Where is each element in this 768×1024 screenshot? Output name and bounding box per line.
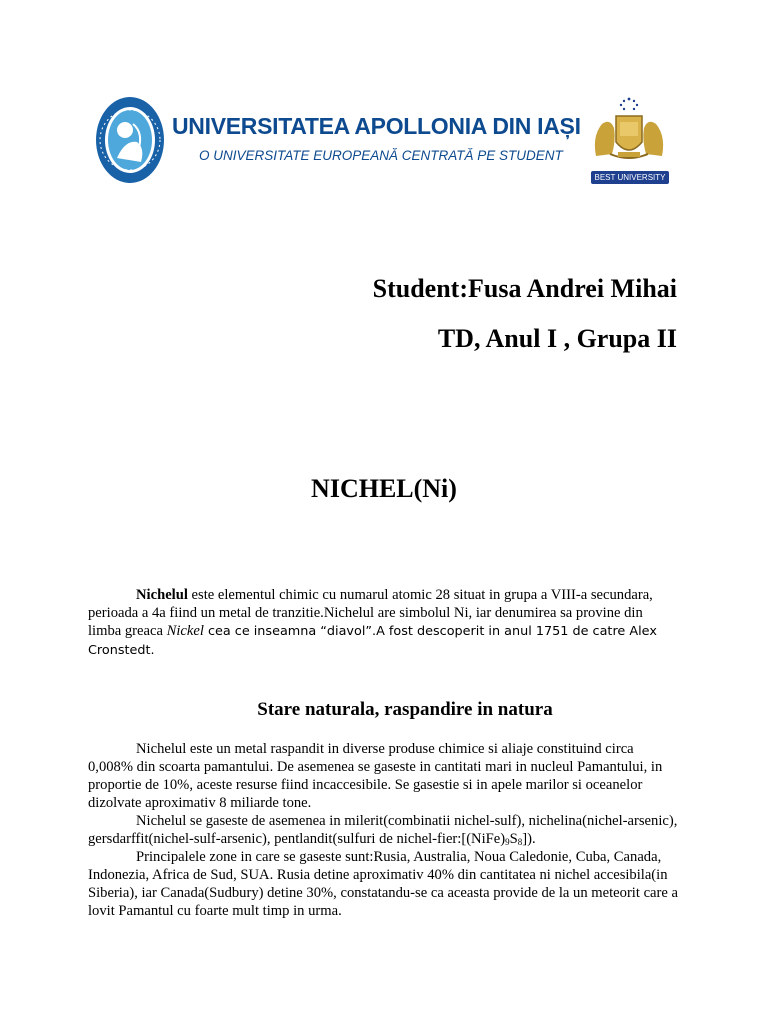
best-university-badge: BEST UNIVERSITY	[591, 171, 669, 184]
subscript-9: 9	[505, 837, 510, 847]
intro-italic-word: Nickel	[166, 623, 204, 639]
paragraph-2-start: Nichelul se gaseste de asemenea in milerit(combinatii nichel-sulf), nichelina(nichel-arsenic), gersdarffit(nichel-sulf-arsenic), pentlandit(sulfuri de nichel-fier:[(NiFe)	[88, 813, 678, 847]
paragraph-1-text: Nichelul este un metal raspandit in diverse produse chimice si aliaje constituind circa 0,008% din scoarta pamantului. De asemenea se gaseste in cantitati mari in nucleul Pamantului, in proportie de 10%, aceste resurse fiind incaccesibile. Se gasestie si in apele marilor si oceanelor dizolvate aproximativ 8 miliarde tone.	[88, 741, 663, 811]
section-body	[88, 740, 678, 920]
section-heading: Stare naturala, raspandire in natura	[257, 699, 553, 720]
intro-text-2: cea ce inseamna “diavol”.A fost descoperit in anul 1751 de catre Alex Cronstedt.	[88, 624, 657, 658]
subscript-8: 8	[517, 837, 523, 847]
intro-bold-word: Nichelul	[136, 587, 188, 603]
intro-paragraph	[88, 586, 678, 660]
university-name: UNIVERSITATEA APOLLONIA DIN IAȘI	[172, 113, 581, 139]
intro-text-1: este elementul chimic cu numarul atomic 28 situat in grupa a VIII-a secundara, perioada a 4a fiind un metal de tranzitie.Nichelul are simbolul Ni, iar denumirea sa provine din limba greaca	[88, 587, 653, 639]
student-name: Student:Fusa Andrei Mihai	[372, 274, 677, 303]
university-tagline: O UNIVERSITATE EUROPEANĂ CENTRATĂ PE STUDENT	[199, 148, 563, 163]
student-group: TD, Anul I , Grupa II	[437, 324, 677, 353]
paragraph-2-mid: S	[509, 831, 518, 847]
paragraph-1	[88, 740, 678, 812]
paragraph-3	[88, 848, 678, 920]
lions-crest-icon	[588, 96, 670, 166]
document-title: NICHEL(Ni)	[311, 474, 457, 503]
paragraph-3-text: Principalele zone in care se gaseste sunt:Rusia, Australia, Noua Caledonie, Cuba, Canada, Indonezia, Africa de Sud, SUA. Rusia detine aproximativ 40% din cantitatea ni nichel accesibila(in Siberia), iar Canada(Sudbury) detine 30%, constatandu-se ca aceasta provide de la un meteorit care a lovit Pamantul cu foarte mult timp in urma.	[88, 849, 678, 919]
paragraph-2	[88, 812, 678, 848]
document-header	[0, 0, 768, 200]
paragraph-2-end: ]).	[522, 831, 536, 847]
university-seal-icon	[95, 96, 165, 184]
